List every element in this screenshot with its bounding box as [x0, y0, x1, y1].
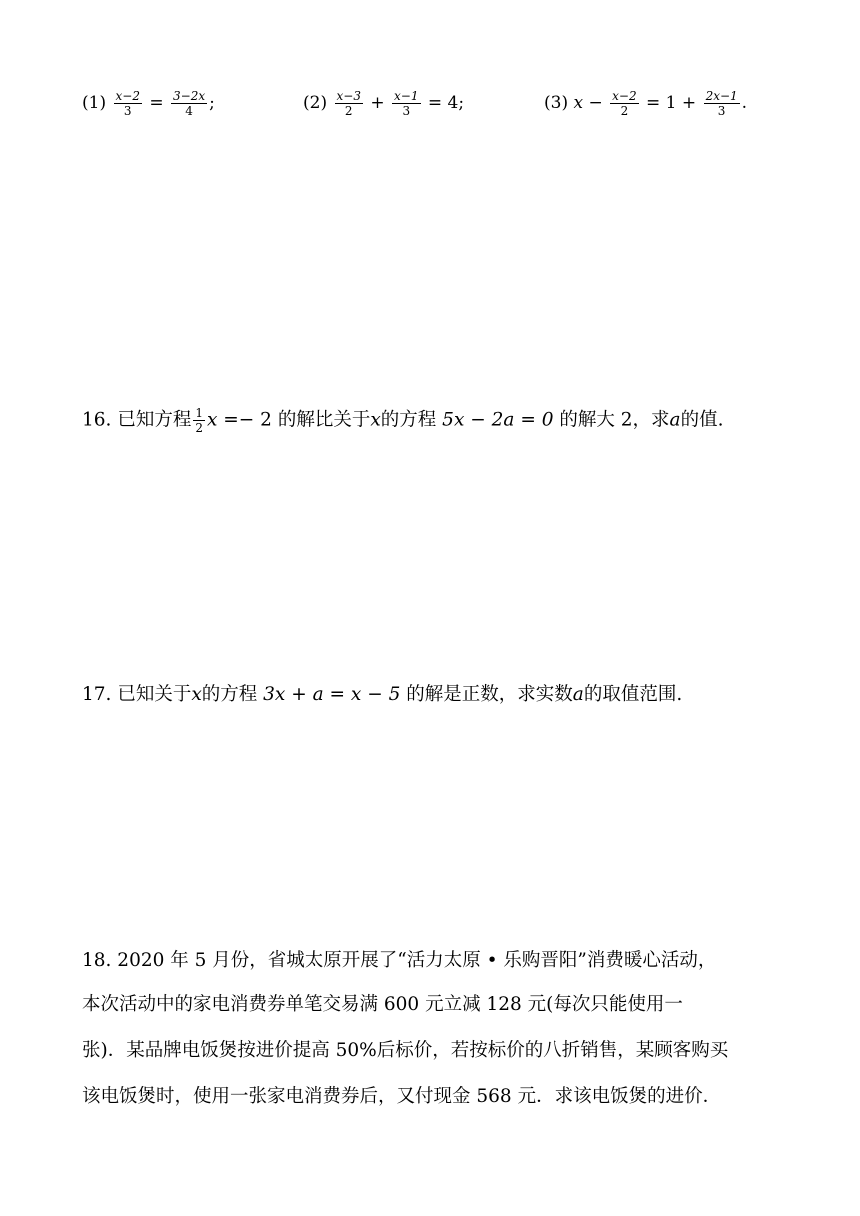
equation-1-fraction-right: $\frac{3-2x}{4}$ [173, 89, 206, 118]
equation-3-fraction-a: $\frac{x-2}{2}$ [612, 89, 637, 118]
equation-1-fraction-left: $\frac{x-2}{3}$ [115, 89, 140, 118]
problem-18-line-2: 本次活动中的家电消费券单笔交易满 600 元立减 128 元(每次只能使用一 [82, 994, 683, 1015]
equation-3-label: (3) [544, 93, 569, 113]
problem-16: 16. 已知方程 $\frac{1}{2}$ x =− 2 的解比关于x的方程 5x − 2a = 0 的解大 2，求a的值. [82, 406, 724, 435]
equation-2-fraction-a: $\frac{x-3}{2}$ [336, 89, 361, 118]
equation-3-fraction-b: $\frac{2x-1}{3}$ [705, 89, 738, 118]
equation-2-label: (2) [303, 93, 328, 113]
problem-17: 17. 已知关于x的方程 3x + a = x − 5 的解是正数，求实数a的取值范围. [82, 684, 683, 705]
equation-2: (2) $\frac{x-3}{2}$ + $\frac{x-1}{3}$ = 4; [303, 89, 465, 118]
equation-3: (3) x − $\frac{x-2}{2}$ = 1 + $\frac{2x-1}{3}$ . [544, 89, 748, 118]
problem-16-number: 16. [82, 409, 112, 431]
problem-18-line-4: 该电饭煲时，使用一张家电消费券后，又付现金 568 元．求该电饭煲的进价． [82, 1086, 722, 1107]
problem-18-line-1: 18. 2020 年 5 月份，省城太原开展了“活力太原 • 乐购晋阳”消费暖心活动， [82, 950, 717, 971]
equation-1-label: (1) [82, 93, 107, 113]
problem-17-number: 17. [82, 684, 112, 705]
equation-1: (1) $\frac{x-2}{3}$ = $\frac{3-2x}{4}$ ; [82, 89, 215, 118]
problem-16-fraction: $\frac{1}{2}$ [195, 406, 203, 435]
problem-18-line-3: 张)．某品牌电饭煲按进价提高 50%后标价，若按标价的八折销售，某顾客购买 [82, 1040, 729, 1061]
equation-2-fraction-b: $\frac{x-1}{3}$ [394, 89, 419, 118]
